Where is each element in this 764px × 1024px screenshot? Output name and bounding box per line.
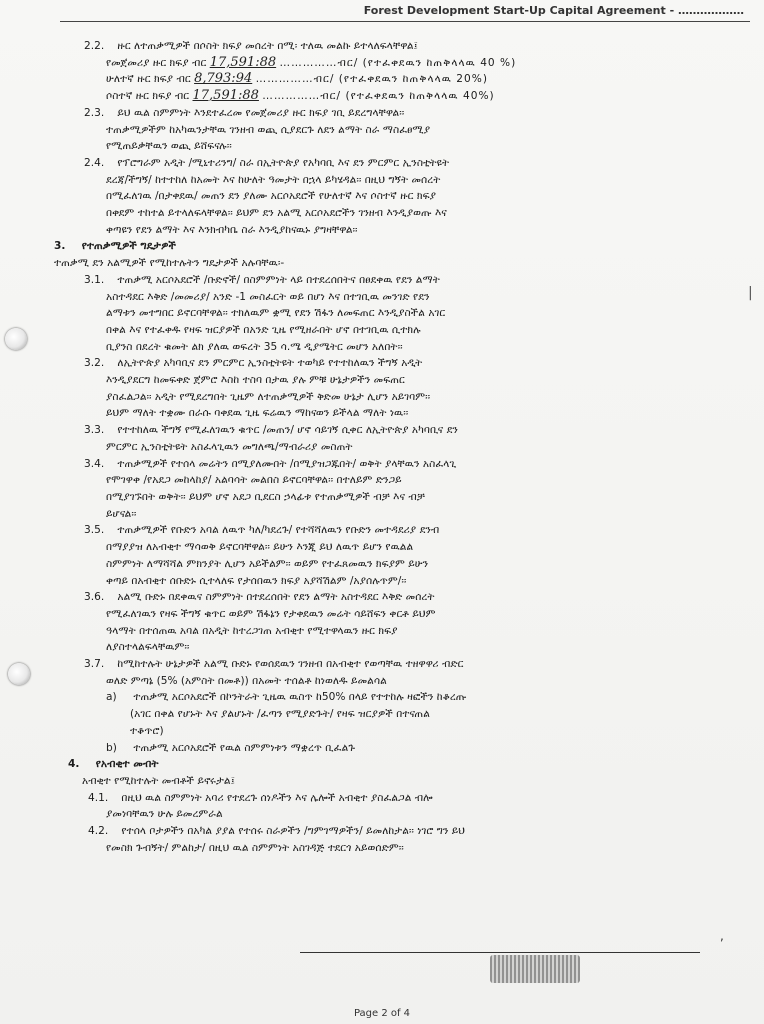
footer-rule (300, 952, 700, 953)
handwritten-amount: 8,793:94 (194, 71, 253, 87)
clause-line: ይሆናል፡፡ (106, 507, 137, 520)
header-rule (60, 21, 750, 22)
clause-line: ወለድ ምጣኔ (5% (አምስት በመቶ)) በአመት ተሰልቶ ከነወለዱ ይመልሳል (106, 674, 387, 687)
clause-3-3: 3.3. የተተከለዉ ችግኝ የሚፈለገዉን ቁጥር /መጠን/ ሆኖ ሳይገኝ ሲቀር ለኢትዮጵያ አካባቢና ደን (84, 424, 458, 437)
page-header-title: Forest Development Start-Up Capital Agreement - ……………… (363, 4, 744, 17)
clause-line: ተቆጥሮ) (130, 724, 164, 737)
section-4-heading: 4. የአብቂተ መብት (68, 758, 159, 771)
clause-line: በሚያገኙበት ወቅት፡፡ ይህም ሆኖ አደጋ ቢደርስ ኃላፊቱ የተጠቃሚዎች ብቻ እና ብቻ (106, 490, 425, 503)
clause-3-4: 3.4. ተጠቃሚዎች የተሰላ መሬትን በሚያለሙበት /በሚያዝጋጁበት/ ወቅት ያላቸዉን አስፈላጊ (84, 457, 457, 470)
clause-line: በሚፈለገዉ /በታቀደዉ/ መጠን ደን ያለሙ አርሶአደሮች የሁለተኛ እና ሶስተኛ ዙር ክፍያ (106, 190, 437, 203)
clause-2-3: 2.3. ይህ ዉል ስምምነት እንደተፈረመ የመጀመሪያ ዙር ክፍያ ገቢ ይደረግላቸዋል፡፡ (84, 106, 405, 119)
clause-line: ያስፈልጋል፡፡ አዲት የሚደረግበት ጊዜም ለተጠቃሚዎች ቅድመ ሁኔታ ሊሆን አይገባም፡፡ (106, 390, 431, 403)
document-body (54, 38, 744, 856)
punch-hole-icon (5, 328, 27, 350)
clause-line: የሚፈለገዉን የዛፍ ችግኝ ቁጥር ወይም ሽፋኔን የታቀደዉን መሬት ሳይሸፍን ቀርቶ ይህም (106, 607, 436, 620)
clause-line: በቀደም ተከተል ይተላለፍላቸዋል፡፡ ይህም ደን አልሚ አርሶአደሮችን ገንዘብ እንዲያወጡ እና (106, 207, 447, 220)
clause-2-2: 2.2. ዙር ለተጠቃሚዎች በሶስት ክፍያ መሰረት በሚ፡ ተለዉ መልኩ ይተላለፍላቸዋል፤ (84, 40, 418, 52)
payment-row: ሶስተኛ ዙር ክፍያ ብር 17,591:88 ……………ብር/ (የተፈቀደዉን ከጠቅላላዉ 40%) (106, 88, 495, 104)
section-4-intro: አብቂተ የሚከተሉት መብቶች ይኖሩታል፤ (82, 774, 235, 787)
sub-item-b: b) ተጠቃሚ አርሶአደሮች የዉል ስምምነቱን ማቋረጥ ቢፈልጉ (106, 741, 355, 754)
margin-mark: | (748, 285, 753, 301)
clause-line: ልማቱን መተግበር ይኖርባቸዋል፡፡ ተክለዉም ቋሚ የደን ሽፋን ለመፍጠር እንዲያስችል አገር (106, 307, 446, 320)
clause-line: ቀጣይ በአብቂተ ሰቡድኑ ሲተላለፍ የታሰበዉን ክፍያ አያሻሽልም /አያሰሉጥም/፡፡ (106, 574, 407, 587)
punch-hole-icon (8, 663, 30, 685)
clause-line: ተጠቃሚዎችም ከአካዉንታቸዉ ገንዘብ ወጪ ሲያደርጉ ለደን ልማት ስራ ማስፈፀሚያ (106, 123, 431, 136)
clause-3-5: 3.5. ተጠቃሚዎች የቡድን አባል ለዉጥ ካለ/ካደረጉ/ የተሻሻለዉን የቡድን መተዳደሪያ ደንብ (84, 524, 440, 537)
page-number: Page 2 of 4 (353, 1008, 411, 1019)
clause-line: በማያያዝ ለአብቂተ ማሳወቅ ይኖርባቸዋል፡፡ ይሁን እንጂ ይህ ለዉጥ ይሆን የዉልል (106, 541, 414, 554)
clause-line: ምርምር ኢንስቲትዩት አስፈላጊዉን መግለጫ/ማብራሪያ መስጠት (106, 440, 353, 453)
clause-line: አስተዳደር እቅድ /መመሪያ/ አንድ -1 መስፈርት ወይ በሆነ እና በተገቢዉ መንገድ የደን (106, 290, 430, 303)
clause-line: የመስክ ጉብኝት/ ምልከታ/ በዚህ ዉል ስምምነት አስገዳጅ ተደርጎ አይወሰድም፡፡ (106, 841, 404, 854)
clause-line: እንዲያደርግ ከመፍቀድ ጀምሮ እስከ ተስባ በታዉ ያሉ ምቹ ሁኔታዎችን መፍጠር (106, 374, 405, 387)
clause-line: ዓላማት በተሰጠዉ አባል በአዲት ከተረጋገጠ አብቂተ የሚተዋላዉን ዙር ክፍያ (106, 624, 398, 637)
clause-3-1: 3.1. ተጠቃሚ አርሶአደሮች /ቡድኖች/ በስምምነት ላይ በተደረሰበትና በፀደቀዉ የደን ልማት (84, 273, 440, 286)
handwritten-amount: 17,591:88 (209, 54, 277, 70)
section-3-heading: 3. የተጠቃሚዎች ግዴታዎች (54, 240, 176, 253)
clause-2-4: 2.4. የፕሮግራም አዲት /ሚኒተሪንግ/ ስራ በኢትዮጵያ የአካባቢ እና ደን ምርምር ኢንስቲትዩት (84, 156, 450, 169)
clause-line: የሞገዋቀ /የአደጋ መከላከያ/ አልባሳት መልበስ ይኖርባቸዋል፡፡ በተለይም ድንጋይ (106, 474, 402, 487)
clause-line: ስምምነት ለማሻሻል ምክንያት ሊሆን አይችልም፡፡ ወይም የተፈጸመዉን ክፍያም ይሁን (106, 557, 429, 570)
clause-line: ቀጣዩን የደን ልማት እና እንክብካቤ ስራ እንዲያከናዉኑ ያግዛቸዋል፡፡ (106, 223, 358, 236)
clause-line: ደረጃ/ችግኝ/ ከተተከለ ከአመት እና ከሁለት ዓመታት በኋላ ይካሄዳል፡፡ በዚህ ግኝት መሰረት (106, 173, 441, 186)
clause-line: በቀል እና የተፈቀዱ የዛፍ ዝርያዎች በአንድ ጊዜ የሚዘራበት ሆኖ በተገቢዉ ሲተክሉ (106, 323, 421, 336)
clause-3-2: 3.2. ለኢትዮጵያ አካባቢና ደን ምርምር ኢንስቲትዩት ተወካይ የተተከለዉን ችግኝ አዲት (84, 357, 423, 370)
margin-tick: , (720, 929, 724, 943)
section-3-intro: ተጠቃሚ ደን አልሚዎች የሚከተሉትን ግዴታዎች አሉባቸዉ፡- (54, 257, 285, 270)
sub-item-a: a) ተጠቃሚ አርሶአደሮች በኮንትራት ጊዜዉ ዉስጥ ከ50% በላይ የተተከሉ ዛፎችን ከቆረጡ (106, 691, 467, 704)
payment-row: የመጀመሪያ ዙር ክፍያ ብር 17,591:88 ……………ብር/ (የተፈቀደዉን ከጠቅላላዉ 40 %) (106, 54, 517, 70)
stamp-smudge (490, 955, 580, 983)
handwritten-amount: 17,591:88 (192, 88, 259, 104)
clause-line: ለያስተላልፍላቸዉም፡፡ (106, 641, 190, 654)
clause-line: (አገር በቀል የሆኑት እና ያልሆኑት /ፈጣን የሚያድጉት/ የዛፍ ዝርያዎች በተናጠል (130, 708, 430, 721)
clause-line: ይህም ማለት ተቋሙ በራሱ ባቀደዉ ጊዜ ፍሬዉን ማከናወን ይችላል ማለት ነዉ፡፡ (106, 407, 409, 420)
clause-line: የሚጠይቃቸዉን ወጪ ይሸፍናሉ፡፡ (106, 140, 232, 153)
clause-line: ቢያንስ በደረት ቁመት ልክ ያለዉ ወፍረት 35 ሳ.ሜ ዲያሜትር መሆን አለበት፡፡ (106, 340, 403, 353)
clause-4-1: 4.1. በዚህ ዉል ስምምነት አባሪ የተደረጉ ሰነዶችን እና ሌሎች አብቂተ ያስፈልጋል ብሎ (88, 791, 433, 804)
payment-row: ሁለተኛ ዙር ክፍያ ብር 8,793:94 ……………ብር/ (የተፈቀደዉን ከጠቅላላዉ 20%) (106, 71, 488, 87)
clause-3-7: 3.7. ከሚከተሉት ሁኔታዎች አልሚ ቡድኑ የወሰደዉን ገንዘብ በአብቂተ የወጣቸዉ ተዘዋዋሪ ብድር (84, 658, 464, 671)
clause-4-2: 4.2. የተሰላ ቦታዎችን በአካል ያያል የተሰሩ ስራዎችን /ግምገማዎችን/ ይመለከታል፡፡ ነገሮ ግን ይህ (88, 825, 465, 838)
clause-3-6: 3.6. አልሚ ቡድኑ በደቀዉና ስምምነት በተደረሰበት የደን ልማት አስተዳደር እቅድ መሰረት (84, 591, 435, 604)
clause-line: ያመነባቸዉን ሁሉ ይመረምራል (106, 808, 223, 821)
